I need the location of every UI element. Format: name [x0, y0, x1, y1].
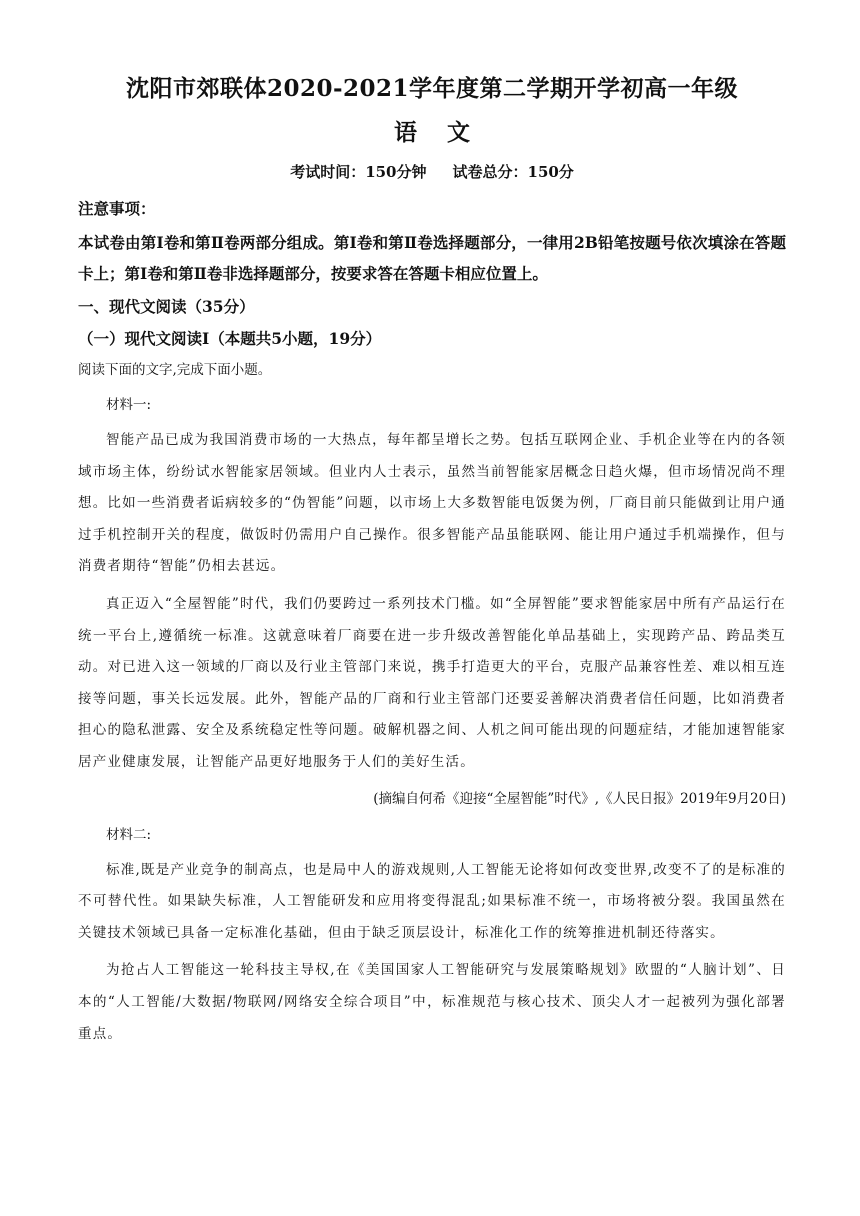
material-paragraph: 真正迈入“全屋智能”时代，我们仍要跨过一系列技术门槛。如“全屏智能”要求智能家居中所有产品运行在统一平台上,遵循统一标准。这就意味着厂商要在进一步升级改善智能化单品基础上，实现跨产品、跨品类互动。对已进入这一领域的厂商以及行业主管部门来说，携手打造更大的平台，克服产品兼容性差、难以相互连接等问题，事关长远发展。此外，智能产品的厂商和行业主管部门还要妥善解决消费者信任问题，比如消费者担心的隐私泄露、安全及系统稳定性等问题。破解机器之间、人机之间可能出现的问题症结，才能加速智能家居产业健康发展，让智能产品更好地服务于人们的美好生活。 [78, 595, 786, 770]
material-paragraph: 标准,既是产业竞争的制高点，也是局中人的游戏规则,人工智能无论将如何改变世界,改变不了的是标准的不可替代性。如果缺失标准，人工智能研发和应用将变得混乱;如果标准不统一，市场将被分裂。我国虽然在关键技术领域已具备一定标准化基础，但由于缺乏顶层设计，标准化工作的统筹推进机制还待落实。 [78, 861, 786, 941]
subject-title: 语文 [394, 119, 500, 146]
exam-time: 考试时间：150分钟 [290, 163, 427, 181]
exam-info [78, 160, 786, 184]
subsection-title: （一）现代文阅读Ⅰ（本题共5小题，19分） [78, 329, 382, 348]
material-label: 材料二: [106, 826, 152, 843]
material-source: (摘编自何希《迎接“全屋智能”时代》,《人民日报》2019年9月20日) [373, 790, 786, 807]
total-score: 试卷总分：150分 [452, 163, 574, 181]
material-label: 材料一: [106, 397, 152, 413]
notice-text: 本试卷由第Ⅰ卷和第Ⅱ卷两部分组成。第Ⅰ卷和第Ⅱ卷选择题部分，一律用2B铅笔按题号依次填涂在答题卡上；第Ⅰ卷和第Ⅱ卷非选择题部分，按要求答在答题卡相应位置上。 [78, 233, 786, 283]
material-paragraph: 智能产品已成为我国消费市场的一大热点，每年都呈增长之势。包括互联网企业、手机企业等在内的各领域市场主体，纷纷试水智能家居领域。但业内人士表示，虽然当前智能家居概念日趋火爆，但市场情况尚不理想。比如一些消费者诟病较多的“伪智能”问题，以市场上大多数智能电饭煲为例，厂商目前只能做到让用户通过手机控制开关的程度，做饭时仍需用户自己操作。很多智能产品虽能联网、能让用户通过手机端操作，但与消费者期待“智能”仍相去甚远。 [78, 432, 786, 575]
exam-title: 沈阳市郊联体2020-2021学年度第二学期开学初高一年级 [125, 75, 739, 102]
material-paragraph: 为抢占人工智能这一轮科技主导权,在《美国国家人工智能研究与发展策略规划》欧盟的“人脑计划”、日本的“人工智能/大数据/物联网/网络安全综合项目”中，标准规范与核心技术、顶尖人才一起被列为强化部署重点。 [78, 962, 786, 1042]
section-title: 一、现代文阅读（35分） [78, 297, 255, 316]
notice-label: 注意事项： [78, 199, 156, 218]
reading-instruction: 阅读下面的文字,完成下面小题。 [78, 362, 272, 378]
